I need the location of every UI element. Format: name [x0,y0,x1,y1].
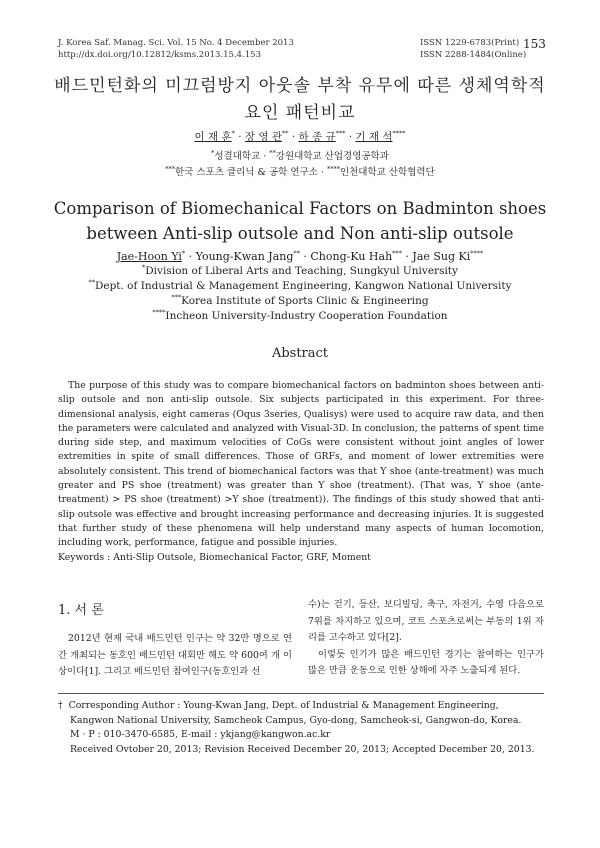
received-dates: Received Ovtober 20, 2013; Revision Received December 20, 2013; Accepted December 20, 2013. [70,743,535,755]
korean-affiliation: 강원대학교 산업경영공학과 [275,151,389,162]
korean-affiliation: 인천대학교 산학협력단 [339,167,435,178]
korean-author-name: 하 종 규 [298,131,336,143]
footnote-divider [58,693,544,694]
affiliation-mark: *** [165,164,176,173]
footnote-contact[interactable]: M · P : 010-3470-6585, E-mail : ykjang@kangwon.ac.kr [70,729,331,740]
dagger-mark: † [58,700,63,711]
korean-author-name: 기 재 석 [355,131,393,143]
author-mark: *** [335,129,346,138]
affiliation-separator: · [317,167,327,178]
affiliation-mark: * [142,263,146,272]
section-1-right-column [308,597,544,680]
affiliation-separator: · [260,151,270,162]
english-affiliation-text: Division of Liberal Arts and Teaching, Sungkyul University [145,265,458,277]
author-separator: · [185,250,196,263]
author-mark: **** [470,249,484,258]
korean-title-line1: 배드민턴화의 미끄럼방지 아웃솔 부착 유무에 따른 생체역학적 [54,76,546,96]
english-author-name: Jae Sug Ki [412,250,471,263]
korean-author-name: 이 재 훈 [194,131,232,143]
english-author-name: Jae-Hoon Yi [116,250,182,263]
english-affiliations [0,264,600,324]
abstract-heading: Abstract [271,346,329,361]
english-affiliation [0,309,600,324]
section-1-paragraph-2: 이렇듯 인기가 많은 배드민턴 경기는 참여하는 인구가 많은 만큼 운동으로 인한 상해에 자주 노출되게 된다. [308,648,544,676]
korean-affiliations-line1 [0,149,600,164]
footnote-line-1: Corresponding Author : Young-Kwan Jang, Dept. of Industrial & Management Engineering, [68,700,499,711]
author-mark: ** [281,129,289,138]
english-affiliation-text: Korea Institute of Sports Clinic & Engineering [181,295,429,307]
keywords-label: Keywords : [58,551,114,563]
english-affiliation-text: Dept. of Industrial & Management Engineering, Kangwon National University [94,280,512,292]
korean-affiliation: 한국 스포츠 클리닉 & 공학 연구소 [175,167,318,178]
section-1-paragraph-1: 2012년 현재 국내 배드민턴 인구는 약 32만 명으로 연간 개최되는 동호인 배드민턴 대회만 해도 약 600여 개 이상이다[1]. 그리고 배드민턴 참여인구(동호인과 선 [58,633,292,677]
section-1-paragraph-1-cont: 수)는 걷기, 등산, 보디빌딩, 축구, 자전거, 수영 다음으로 7위를 차지하고 있으며, 코트 스포츠로써는 부동의 1위 자리를 고수하고 있다[2]. [308,599,544,643]
english-affiliation [0,279,600,294]
english-author-name: Chong-Ku Hah [310,250,393,263]
page-number: 153 [523,37,546,51]
author-mark: **** [392,129,406,138]
author-separator: · [234,131,245,143]
affiliation-mark: *** [171,293,182,302]
corresponding-author [58,699,544,714]
author-separator: · [345,131,356,143]
korean-authors [0,130,600,145]
footnote [58,699,544,757]
korean-title-line2: 요인 패턴비교 [244,103,356,123]
english-affiliation-text: Incheon University-Industry Cooperation Foundation [165,310,448,322]
english-author-name: Young-Kwan Jang [195,250,294,263]
english-title-line2: between Anti-slip outsole and Non anti-slip outsole [86,224,514,243]
english-title-line1: Comparison of Biomechanical Factors on Badminton shoes [53,199,547,218]
affiliation-mark: ** [88,278,95,287]
author-separator: · [401,250,413,263]
english-authors [0,249,600,264]
english-affiliation [0,294,600,309]
affiliation-mark: ** [269,148,276,157]
author-mark: *** [392,249,402,258]
affiliation-mark: **** [152,308,166,317]
author-mark: * [231,129,235,138]
korean-affiliations-line2 [0,165,600,180]
english-affiliation [0,264,600,279]
abstract-body [58,379,544,565]
author-mark: ** [293,249,300,258]
issn-online: ISSN 2288-1484(Online) [420,50,527,60]
affiliation-mark: * [211,148,215,157]
footnote-line-2: Kangwon National University, Samcheok Campus, Gyo-dong, Samcheok-si, Gangwon-do, Korea. [70,714,522,726]
section-1-title: 1. 서 론 [58,603,104,618]
doi-link[interactable]: http://dx.doi.org/10.12812/ksms.2013.15.4.153 [58,50,261,60]
issn-print: ISSN 1229-6783(Print) [420,38,520,48]
korean-author-name: 장 영 관 [244,131,282,143]
author-mark: * [181,249,186,258]
journal-citation: J. Korea Saf. Manag. Sci. Vol. 15 No. 4 December 2013 [58,38,294,48]
keywords [58,551,544,565]
abstract-text: The purpose of this study was to compare biomechanical factors on badminton shoes between anti-slip outsole and non anti-slip outsole. Six subjects participated in this experiment. For three-dimensional analysis, eight cameras (Oqus 3series, Qualisys) were used to acquire raw data, and then the parameters were calculated and analyzed with Visual-3D. In conclusion, the patterns of spent time during side step, and maximum velocities of CoGs were consistent without joint angles of lower extremities in spite of small differences. Those of GRFs, and moment of lower extremities were absolutely consistent. This trend of biomechanical factors was that Y shoe (ante-treatment) was much greater and PS shoe (treatment) was greater than Y shoe (treatment). (That was, Y shoe (ante-treatment) > PS shoe (treatment) >Y shoe (treatment)). The findings of this study showed that anti-slip outsole was effective and brought increasing performance and decreasing injuries. It is suggested that further study of these phenomena will help understand many aspects of human locomotion, including work, performance, fatigue and possible injuries. [58,380,544,549]
korean-affiliation: 성결대학교 [214,151,261,162]
keywords-list: Anti-Slip Outsole, Biomechanical Factor, GRF, Moment [113,551,371,563]
affiliation-mark: **** [326,164,340,173]
author-separator: · [299,250,311,263]
section-1-left-column [58,631,292,681]
author-separator: · [288,131,299,143]
